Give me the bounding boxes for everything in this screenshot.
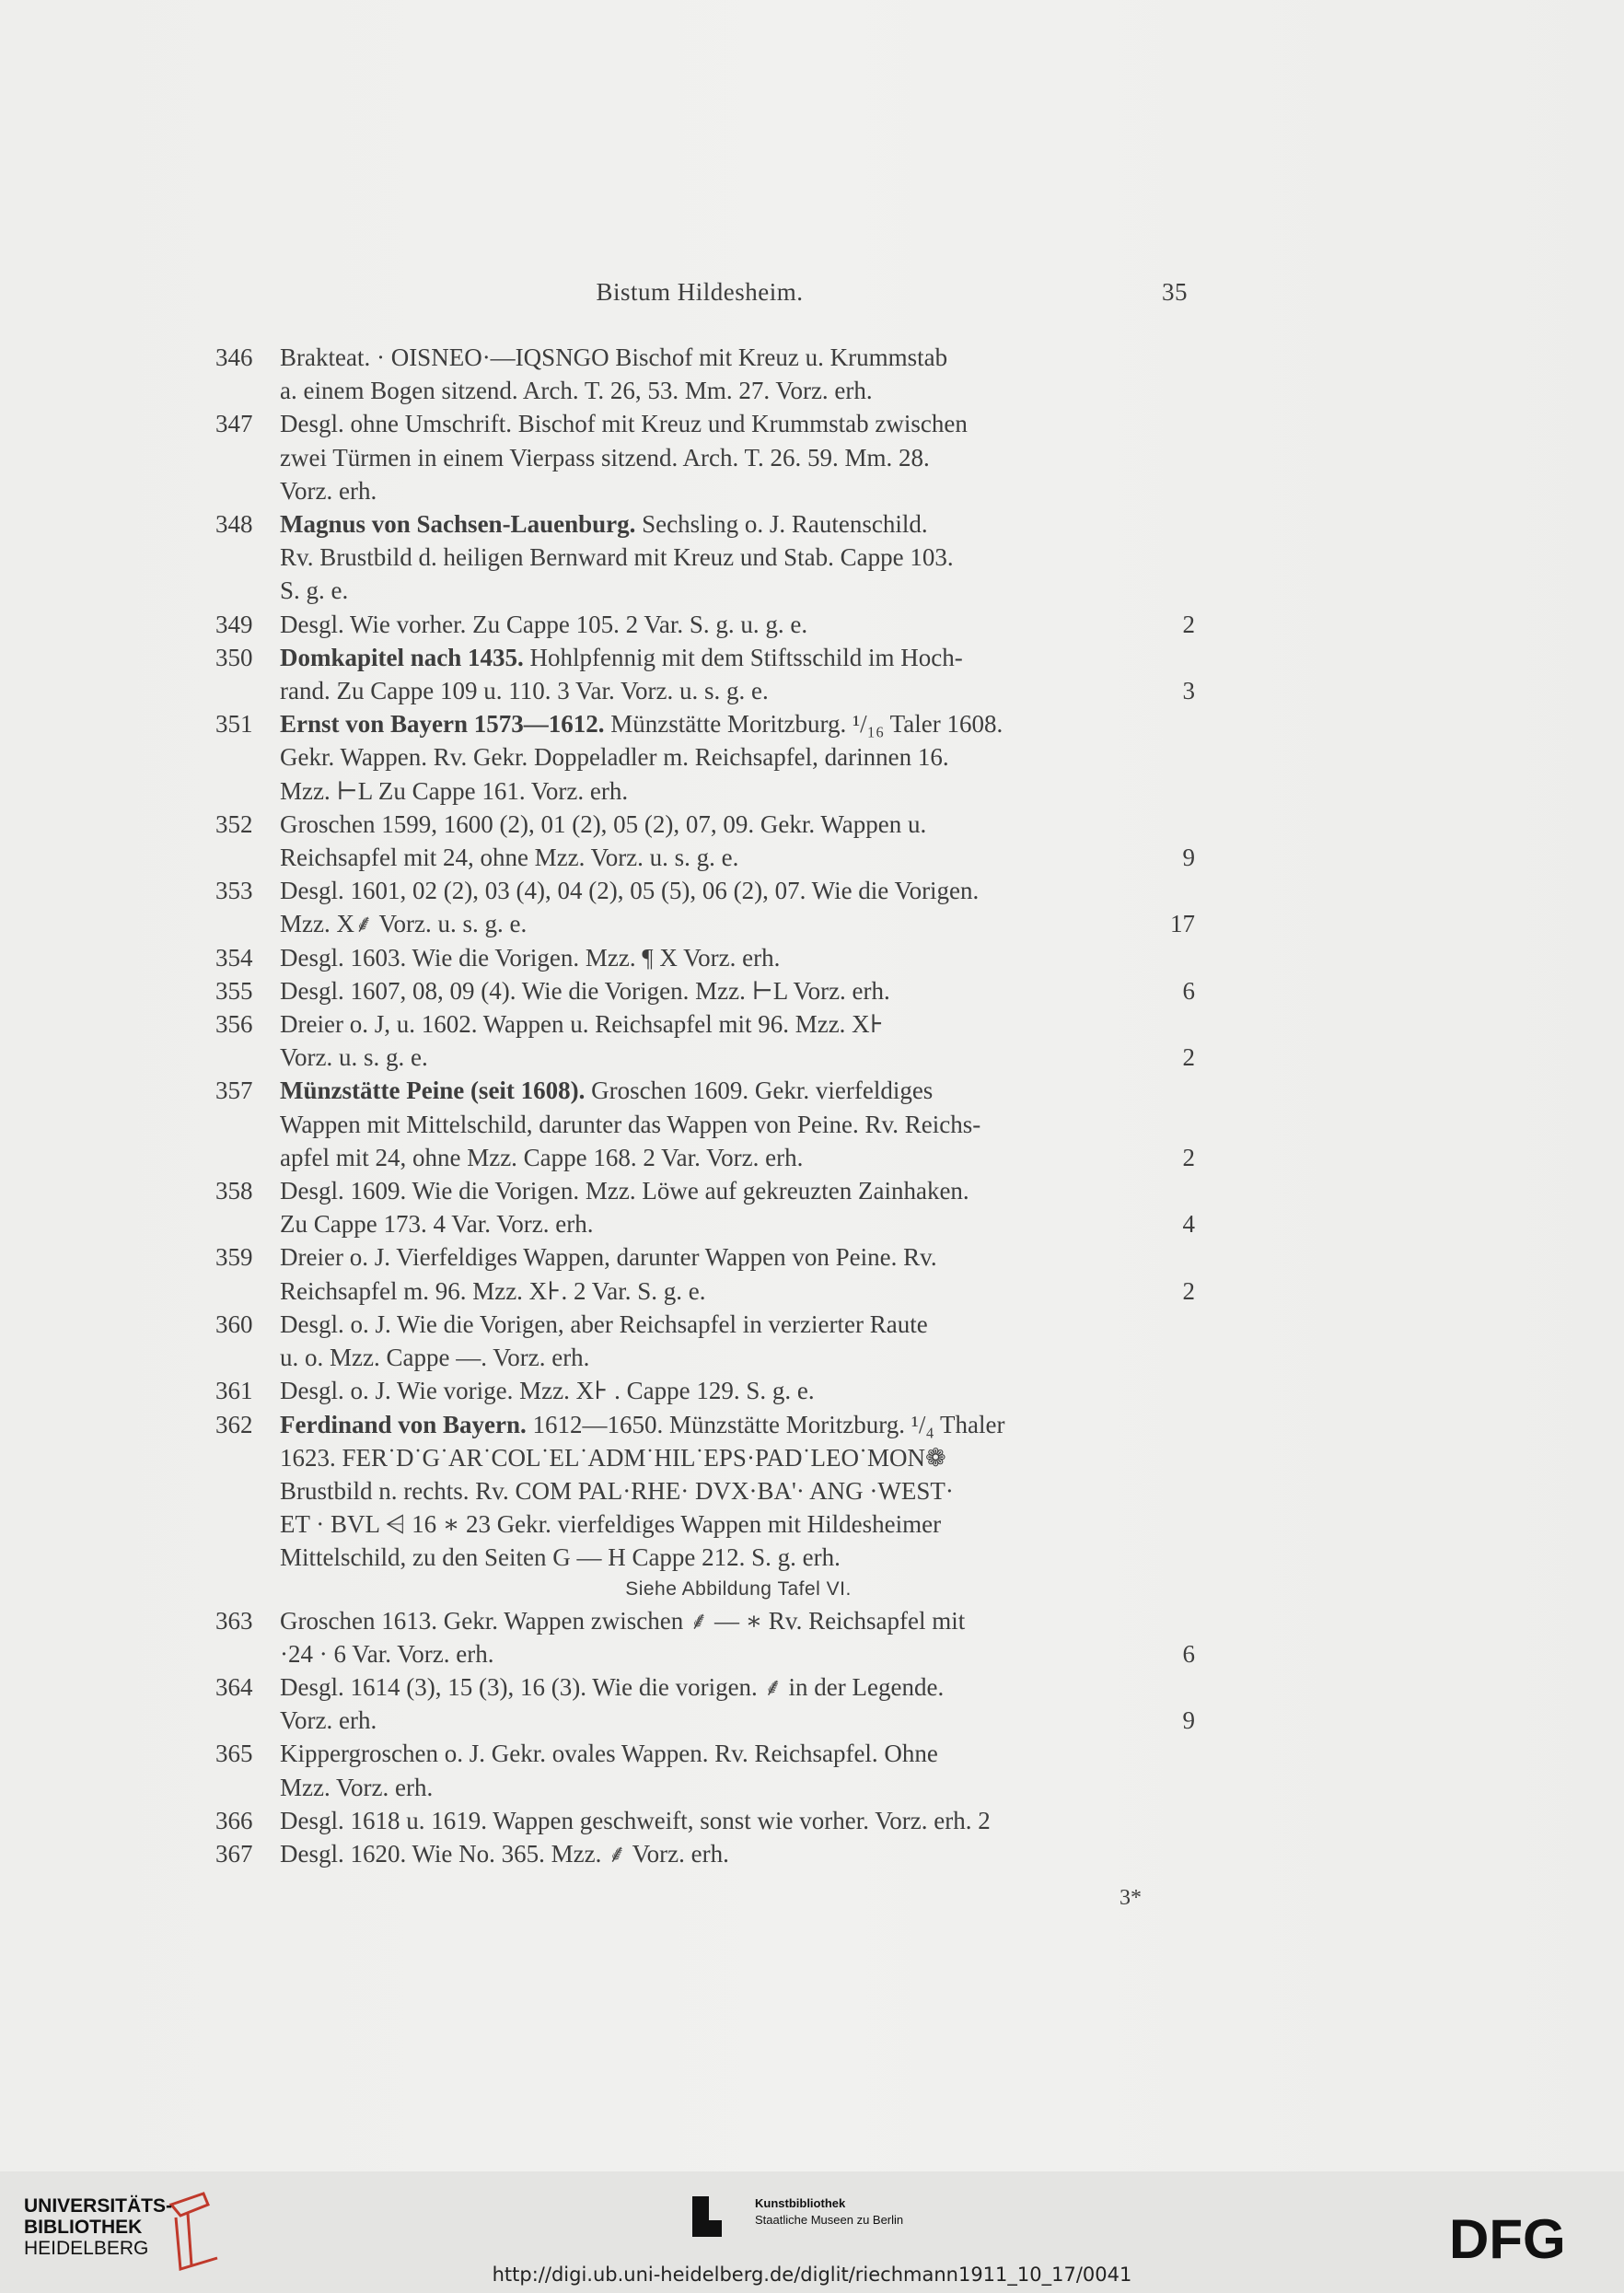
entry-line <box>280 841 1197 874</box>
entry-line <box>280 1737 1197 1770</box>
entry-number: 356 <box>215 1010 253 1039</box>
entry-line-text: Vorz. erh. <box>280 1706 377 1735</box>
entry-text <box>280 941 1197 974</box>
entry-line <box>280 1637 1197 1670</box>
entry-number: 363 <box>215 1606 253 1635</box>
entry-line <box>280 574 1197 607</box>
entry-number: 364 <box>215 1672 253 1701</box>
catalog-entries <box>212 341 1197 1926</box>
entry-text <box>280 1604 1197 1670</box>
entry-number: 354 <box>215 943 253 972</box>
entry-text <box>280 341 1197 407</box>
running-header <box>212 278 1188 315</box>
entry-text <box>280 1074 1197 1174</box>
entry-line <box>280 808 1197 841</box>
entry-line <box>280 407 1197 440</box>
catalog-entry <box>212 874 1197 940</box>
entry-line <box>280 507 1197 541</box>
entry-line-text: Mzz. X⸙ Vorz. u. s. g. e. <box>280 910 528 938</box>
entry-line-text: Brakteat. · OISNEO·—IQSNGO Bischof mit Kreuz u. Krummstab <box>280 343 948 371</box>
entry-number: 348 <box>215 510 253 539</box>
entry-line-text: Mzz. ⊢L Zu Cappe 161. Vorz. erh. <box>280 776 629 805</box>
entry-line <box>280 1041 1197 1074</box>
entry-number: 365 <box>215 1740 253 1768</box>
entry-line-text: Kippergroschen o. J. Gekr. ovales Wappen. Rv. Reichsapfel. Ohne <box>280 1740 938 1768</box>
entry-grade-mark: 17 <box>1170 910 1195 938</box>
entry-heading: Münzstätte Peine (seit 1608). <box>280 1077 586 1105</box>
catalog-entry <box>212 1737 1197 1803</box>
entry-text <box>280 1374 1197 1407</box>
kb-line-2: Staatliche Museen zu Berlin <box>755 2213 904 2227</box>
catalog-entry <box>212 1670 1197 1737</box>
entry-line <box>280 740 1197 774</box>
entry-number: 353 <box>215 877 253 905</box>
header-title: Bistum Hildesheim. <box>596 278 804 306</box>
entry-line <box>280 1141 1197 1174</box>
entry-line-text: Groschen 1613. Gekr. Wappen zwischen ⸙ — ∗ Rv. Reichsapfel mit <box>280 1606 966 1635</box>
entry-line-text: Desgl. 1609. Wie die Vorigen. Mzz. Löwe auf gekreuzten Zainhaken. <box>280 1177 969 1205</box>
catalog-entry <box>212 641 1197 707</box>
entry-line-text: Dreier o. J, u. 1602. Wappen u. Reichsapfel mit 96. Mzz. X⊦ <box>280 1010 884 1039</box>
entry-line-text: Rv. Brustbild d. heiligen Bernward mit Kreuz und Stab. Cappe 103. <box>280 543 954 572</box>
entry-heading: Ferdinand von Bayern. <box>280 1410 527 1438</box>
entry-line-text: Münzstätte Moritzburg. ¹/₁₆ Taler 1608. <box>604 710 1003 739</box>
entry-line-text: Mzz. Vorz. erh. <box>280 1773 434 1801</box>
catalog-entry <box>212 407 1197 507</box>
entry-line <box>280 1507 1197 1541</box>
entry-line <box>280 1408 1197 1441</box>
catalog-entry <box>212 1408 1197 1575</box>
entry-line <box>280 1704 1197 1737</box>
entry-number: 352 <box>215 809 253 838</box>
entry-line-text: Mittelschild, zu den Seiten G — H Cappe 212. S. g. erh. <box>280 1543 841 1572</box>
entry-number: 360 <box>215 1309 253 1338</box>
entry-line-text: 1612—1650. Münzstätte Moritzburg. ¹/₄ Thaler <box>526 1410 1005 1438</box>
entry-number: 351 <box>215 710 253 739</box>
entry-text <box>280 1240 1197 1307</box>
entry-line-text: rand. Zu Cappe 109 u. 110. 3 Var. Vorz. u. s. g. e. <box>280 677 769 705</box>
entry-line-text: Vorz. erh. <box>280 476 377 505</box>
entry-line <box>280 374 1197 407</box>
entry-line-text: Sechsling o. J. Rautenschild. <box>635 510 928 539</box>
entry-line <box>280 907 1197 940</box>
entry-line-text: ET · BVL ⩤ 16 ∗ 23 Gekr. vierfeldiges Wappen mit Hildesheimer <box>280 1510 942 1539</box>
entry-line-text: Desgl. 1614 (3), 15 (3), 16 (3). Wie die vorigen. ⸙ in der Legende. <box>280 1672 945 1701</box>
catalog-entry <box>212 341 1197 407</box>
university-library-name <box>24 2195 172 2259</box>
catalog-entry <box>212 1374 1197 1407</box>
entry-line-text: u. o. Mzz. Cappe —. Vorz. erh. <box>280 1344 590 1372</box>
entry-number: 366 <box>215 1806 253 1834</box>
entry-line-text: apfel mit 24, ohne Mzz. Cappe 168. 2 Var. Vorz. erh. <box>280 1143 804 1171</box>
entry-text <box>280 1837 1197 1870</box>
page-number: 35 <box>1162 278 1188 306</box>
entry-line <box>280 641 1197 674</box>
entry-line-text: 1623. FER˙D˙G˙AR˙COL˙EL˙ADM˙HIL˙EPS·PAD˙LEO˙MON❁ <box>280 1443 946 1472</box>
entry-line-text: Desgl. 1601, 02 (2), 03 (4), 04 (2), 05 (5), 06 (2), 07. Wie die Vorigen. <box>280 877 980 905</box>
entry-line <box>280 1275 1197 1308</box>
entry-line-text: S. g. e. <box>280 576 349 605</box>
catalog-entry <box>212 608 1197 641</box>
entry-text <box>280 1737 1197 1803</box>
entry-text <box>280 974 1197 1007</box>
entry-number: 358 <box>215 1177 253 1205</box>
entry-text <box>280 1804 1197 1837</box>
entry-line-text: Reichsapfel mit 24, ohne Mzz. Vorz. u. s. g. e. <box>280 844 739 872</box>
entry-number: 349 <box>215 610 253 638</box>
entry-number: 359 <box>215 1243 253 1272</box>
entry-line-text: Vorz. u. s. g. e. <box>280 1043 428 1072</box>
catalog-entry <box>212 808 1197 874</box>
catalog-entry <box>212 1604 1197 1670</box>
entry-line <box>280 1074 1197 1107</box>
entry-line <box>280 1804 1197 1837</box>
catalog-entry <box>212 1308 1197 1374</box>
signature-mark: 3* <box>1119 1886 1142 1911</box>
source-url[interactable]: http://digi.ub.uni-heidelberg.de/diglit/riechmann1911_10_17/0041 <box>492 2264 1132 2286</box>
catalog-entry <box>212 1074 1197 1174</box>
entry-grade-mark: 6 <box>1182 1639 1195 1668</box>
entry-line <box>280 1108 1197 1141</box>
entry-grade-mark: 2 <box>1182 1143 1195 1171</box>
plate-note: Siehe Abbildung Tafel VI. <box>625 1577 852 1600</box>
entry-text <box>280 608 1197 641</box>
entry-line-text: Desgl. 1618 u. 1619. Wappen geschweift, sonst wie vorher. Vorz. erh. 2 <box>280 1806 991 1834</box>
entry-number: 355 <box>215 976 253 1005</box>
entry-number: 350 <box>215 643 253 671</box>
entry-grade-mark: 2 <box>1182 610 1195 638</box>
entry-line <box>280 1474 1197 1507</box>
dfg-logo-icon <box>1449 2212 1600 2264</box>
entry-text <box>280 707 1197 808</box>
entry-grade-mark: 3 <box>1182 677 1195 705</box>
entry-text <box>280 1408 1197 1575</box>
entry-text <box>280 1308 1197 1374</box>
ub-line-2: BIBLIOTHEK <box>24 2217 143 2238</box>
ub-line-3: HEIDELBERG <box>24 2238 149 2259</box>
catalog-entry <box>212 941 1197 974</box>
entry-number: 361 <box>215 1377 253 1405</box>
entry-heading: Magnus von Sachsen-Lauenburg. <box>280 510 636 539</box>
entry-line <box>280 1341 1197 1374</box>
entry-line-text: ·24 · 6 Var. Vorz. erh. <box>280 1639 494 1668</box>
entry-line <box>280 341 1197 374</box>
entry-text <box>280 874 1197 940</box>
entry-line <box>280 707 1197 740</box>
entry-line-text: a. einem Bogen sitzend. Arch. T. 26, 53. Mm. 27. Vorz. erh. <box>280 377 873 405</box>
entry-line <box>280 974 1197 1007</box>
entry-heading: Ernst von Bayern 1573—1612. <box>280 710 605 739</box>
entry-line <box>280 1837 1197 1870</box>
entry-text <box>280 1670 1197 1737</box>
entry-text <box>280 1007 1197 1074</box>
entry-grade-mark: 4 <box>1182 1210 1195 1239</box>
entry-line-text: Dreier o. J. Vierfeldiges Wappen, darunter Wappen von Peine. Rv. <box>280 1243 937 1272</box>
entry-line-text: Desgl. ohne Umschrift. Bischof mit Kreuz und Krummstab zwischen <box>280 410 968 438</box>
entry-line-text: Zu Cappe 173. 4 Var. Vorz. erh. <box>280 1210 594 1239</box>
entry-line <box>280 608 1197 641</box>
catalog-entry <box>212 974 1197 1007</box>
entry-number: 357 <box>215 1077 253 1105</box>
entry-grade-mark: 9 <box>1182 1706 1195 1735</box>
kunstbibliothek-name <box>755 2195 903 2229</box>
entry-line-text: Desgl. 1620. Wie No. 365. Mzz. ⸙ Vorz. erh. <box>280 1839 729 1868</box>
entry-number: 362 <box>215 1410 253 1438</box>
entry-grade-mark: 6 <box>1182 976 1195 1005</box>
kunstbibliothek-logo-icon <box>690 2194 724 2239</box>
entry-line <box>280 1441 1197 1474</box>
entry-line-text: Wappen mit Mittelschild, darunter das Wappen von Peine. Rv. Reichs- <box>280 1110 981 1138</box>
entry-line <box>280 1240 1197 1274</box>
entry-line <box>280 1670 1197 1704</box>
entry-line-text: Desgl. 1603. Wie die Vorigen. Mzz. ¶ X Vorz. erh. <box>280 943 781 972</box>
entry-line <box>280 1007 1197 1041</box>
entry-grade-mark: 9 <box>1182 844 1195 872</box>
entry-line-text: Reichsapfel m. 96. Mzz. X⊦. 2 Var. S. g. e. <box>280 1276 706 1305</box>
entry-heading: Domkapitel nach 1435. <box>280 643 524 671</box>
entry-line-text: Desgl. 1607, 08, 09 (4). Wie die Vorigen. Mzz. ⊢L Vorz. erh. <box>280 976 890 1005</box>
catalog-entry <box>212 1174 1197 1240</box>
entry-grade-mark: 2 <box>1182 1043 1195 1072</box>
entry-text <box>280 641 1197 707</box>
entry-line-text: Gekr. Wappen. Rv. Gekr. Doppeladler m. Reichsapfel, darinnen 16. <box>280 743 949 772</box>
catalog-entry <box>212 1837 1197 1870</box>
entry-line <box>280 1771 1197 1804</box>
entry-line-text: Desgl. o. J. Wie vorige. Mzz. X⊦ . Cappe 129. S. g. e. <box>280 1377 815 1405</box>
entry-line-text: Desgl. o. J. Wie die Vorigen, aber Reichsapfel in verzierter Raute <box>280 1309 928 1338</box>
entry-line <box>280 674 1197 707</box>
entry-number: 367 <box>215 1839 253 1868</box>
entry-grade-mark: 2 <box>1182 1276 1195 1305</box>
catalog-entry <box>212 507 1197 608</box>
entry-line <box>280 874 1197 907</box>
entry-line <box>280 441 1197 474</box>
entry-line-text: Desgl. Wie vorher. Zu Cappe 105. 2 Var. S. g. u. g. e. <box>280 610 808 638</box>
dfg-logo-text: DFG <box>1449 2212 1566 2264</box>
entry-number: 346 <box>215 343 253 371</box>
entry-line <box>280 1541 1197 1574</box>
catalog-entry <box>212 1240 1197 1307</box>
entry-line-text: zwei Türmen in einem Vierpass sitzend. Arch. T. 26. 59. Mm. 28. <box>280 443 930 471</box>
entry-line-text: Hohlpfennig mit dem Stiftsschild im Hoch- <box>523 643 963 671</box>
entry-line <box>280 1374 1197 1407</box>
entry-text <box>280 808 1197 874</box>
catalog-entry <box>212 1007 1197 1074</box>
entry-line <box>280 1308 1197 1341</box>
entry-text <box>280 507 1197 608</box>
entry-line <box>280 541 1197 574</box>
entry-line <box>280 1174 1197 1207</box>
entry-line-text: Groschen 1609. Gekr. vierfeldiges <box>585 1077 934 1105</box>
catalog-entry <box>212 1804 1197 1837</box>
catalog-entry <box>212 707 1197 808</box>
entry-line <box>280 941 1197 974</box>
ub-line-1: UNIVERSITÄTS- <box>24 2195 173 2217</box>
entry-line <box>280 774 1197 808</box>
entry-number: 347 <box>215 410 253 438</box>
entry-line <box>280 1604 1197 1637</box>
entry-line-text: Brustbild n. rechts. Rv. COM PAL·RHE· DVX·BA'· ANG ·WEST· <box>280 1476 954 1505</box>
entry-text <box>280 407 1197 507</box>
entry-line <box>280 474 1197 507</box>
entry-line-text: Groschen 1599, 1600 (2), 01 (2), 05 (2), 07, 09. Gekr. Wappen u. <box>280 809 927 838</box>
entry-line <box>280 1207 1197 1240</box>
kb-line-1: Kunstbibliothek <box>755 2196 846 2210</box>
entry-text <box>280 1174 1197 1240</box>
